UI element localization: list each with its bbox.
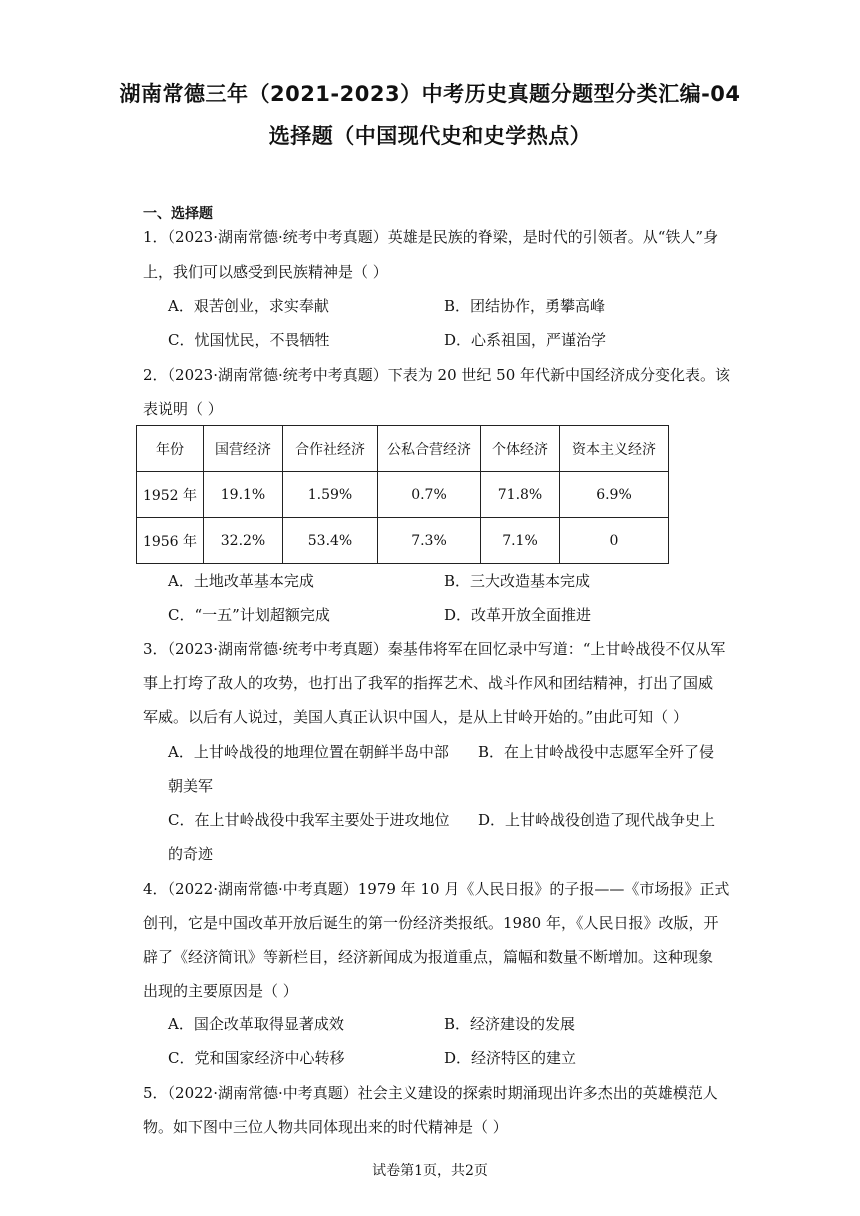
q4-stem-line1: 4．（2022·湖南常德·中考真题）1979 年 10 月《人民日报》的子报——《市场报》正式 [143, 880, 730, 898]
q5-stem-line2: 物。如下图中三位人物共同体现出来的时代精神是（ ） [143, 1118, 508, 1136]
q3-option-d-cont: 的奇迹 [168, 845, 214, 863]
section-heading: 一、选择题 [143, 206, 213, 222]
doc-title-line2: 选择题（中国现代史和史学热点） [268, 124, 592, 148]
table-header-row [137, 426, 669, 472]
table-cell: 0.7% [378, 472, 481, 518]
q4-option-b: B．经济建设的发展 [444, 1015, 576, 1033]
table-cell: 71.8% [481, 472, 560, 518]
q4-option-d: D．经济特区的建立 [444, 1049, 577, 1067]
doc-title-line1: 湖南常德三年（2021-2023）中考历史真题分题型分类汇编-04 [119, 82, 741, 106]
q2-option-d: D．改革开放全面推进 [444, 606, 592, 624]
q3-option-b: B．在上甘岭战役中志愿军全歼了侵 [478, 743, 715, 761]
table-header-cell: 个体经济 [481, 426, 560, 472]
table-row [137, 518, 669, 564]
table-row [137, 472, 669, 518]
table-header-cell: 国营经济 [204, 426, 283, 472]
q2-option-c: C．“一五”计划超额完成 [168, 606, 330, 624]
q1-stem-line1: 1．（2023·湖南常德·统考中考真题）英雄是民族的脊梁，是时代的引领者。从“铁人”身 [143, 228, 719, 246]
table-cell: 7.3% [378, 518, 481, 564]
table-cell: 32.2% [204, 518, 283, 564]
q5-stem-line1: 5．（2022·湖南常德·中考真题）社会主义建设的探索时期涌现出许多杰出的英雄模范人 [143, 1084, 718, 1102]
table-cell: 19.1% [204, 472, 283, 518]
economy-table [136, 425, 669, 564]
table-header-cell: 年份 [137, 426, 204, 472]
table-cell: 1952 年 [137, 472, 204, 518]
table-cell: 6.9% [560, 472, 669, 518]
q4-stem-line2: 创刊，它是中国改革开放后诞生的第一份经济类报纸。1980 年，《人民日报》改版，开 [143, 914, 719, 932]
q3-option-b-cont: 朝美军 [168, 777, 214, 795]
table-header-cell: 合作社经济 [283, 426, 378, 472]
q3-stem-line1: 3．（2023·湖南常德·统考中考真题）秦基伟将军在回忆录中写道：“上甘岭战役不仅从军 [143, 640, 726, 658]
q4-stem-line3: 辟了《经济简讯》等新栏目，经济新闻成为报道重点，篇幅和数量不断增加。这种现象 [143, 948, 714, 966]
table-header-cell: 公私合营经济 [378, 426, 481, 472]
q1-option-c: C．忧国忧民，不畏牺牲 [168, 331, 330, 349]
q3-stem-line2: 事上打垮了敌人的攻势，也打出了我军的指挥艺术、战斗作风和团结精神，打出了国威 [143, 674, 714, 692]
table-header-cell: 资本主义经济 [560, 426, 669, 472]
q4-option-a: A．国企改革取得显著成效 [168, 1015, 344, 1033]
q1-option-a: A．艰苦创业，求实奉献 [168, 297, 329, 315]
q1-stem-line2: 上，我们可以感受到民族精神是（ ） [143, 263, 388, 281]
q4-option-c: C．党和国家经济中心转移 [168, 1049, 345, 1067]
q1-option-b: B．团结协作，勇攀高峰 [444, 297, 606, 315]
q3-option-a: A．上甘岭战役的地理位置在朝鲜半岛中部 [168, 743, 449, 761]
table-cell: 53.4% [283, 518, 378, 564]
q1-option-d: D．心系祖国，严谨治学 [444, 331, 607, 349]
table-cell: 7.1% [481, 518, 560, 564]
q2-stem-line1: 2．（2023·湖南常德·统考中考真题）下表为 20 世纪 50 年代新中国经济成分变化表。该 [143, 366, 731, 384]
table-cell: 1956 年 [137, 518, 204, 564]
q2-option-a: A．土地改革基本完成 [168, 572, 314, 590]
q3-option-d: D．上甘岭战役创造了现代战争史上 [478, 811, 716, 829]
q3-stem-line3: 军威。以后有人说过，美国人真正认识中国人，是从上甘岭开始的。”由此可知（ ） [143, 708, 688, 726]
table-cell: 1.59% [283, 472, 378, 518]
q2-stem-line2: 表说明（ ） [143, 400, 223, 418]
table-cell: 0 [560, 518, 669, 564]
q3-option-c: C．在上甘岭战役中我军主要处于进攻地位 [168, 811, 450, 829]
q2-option-b: B．三大改造基本完成 [444, 572, 591, 590]
q4-stem-line4: 出现的主要原因是（ ） [143, 982, 298, 1000]
page-footer: 试卷第1页，共2页 [372, 1163, 488, 1179]
